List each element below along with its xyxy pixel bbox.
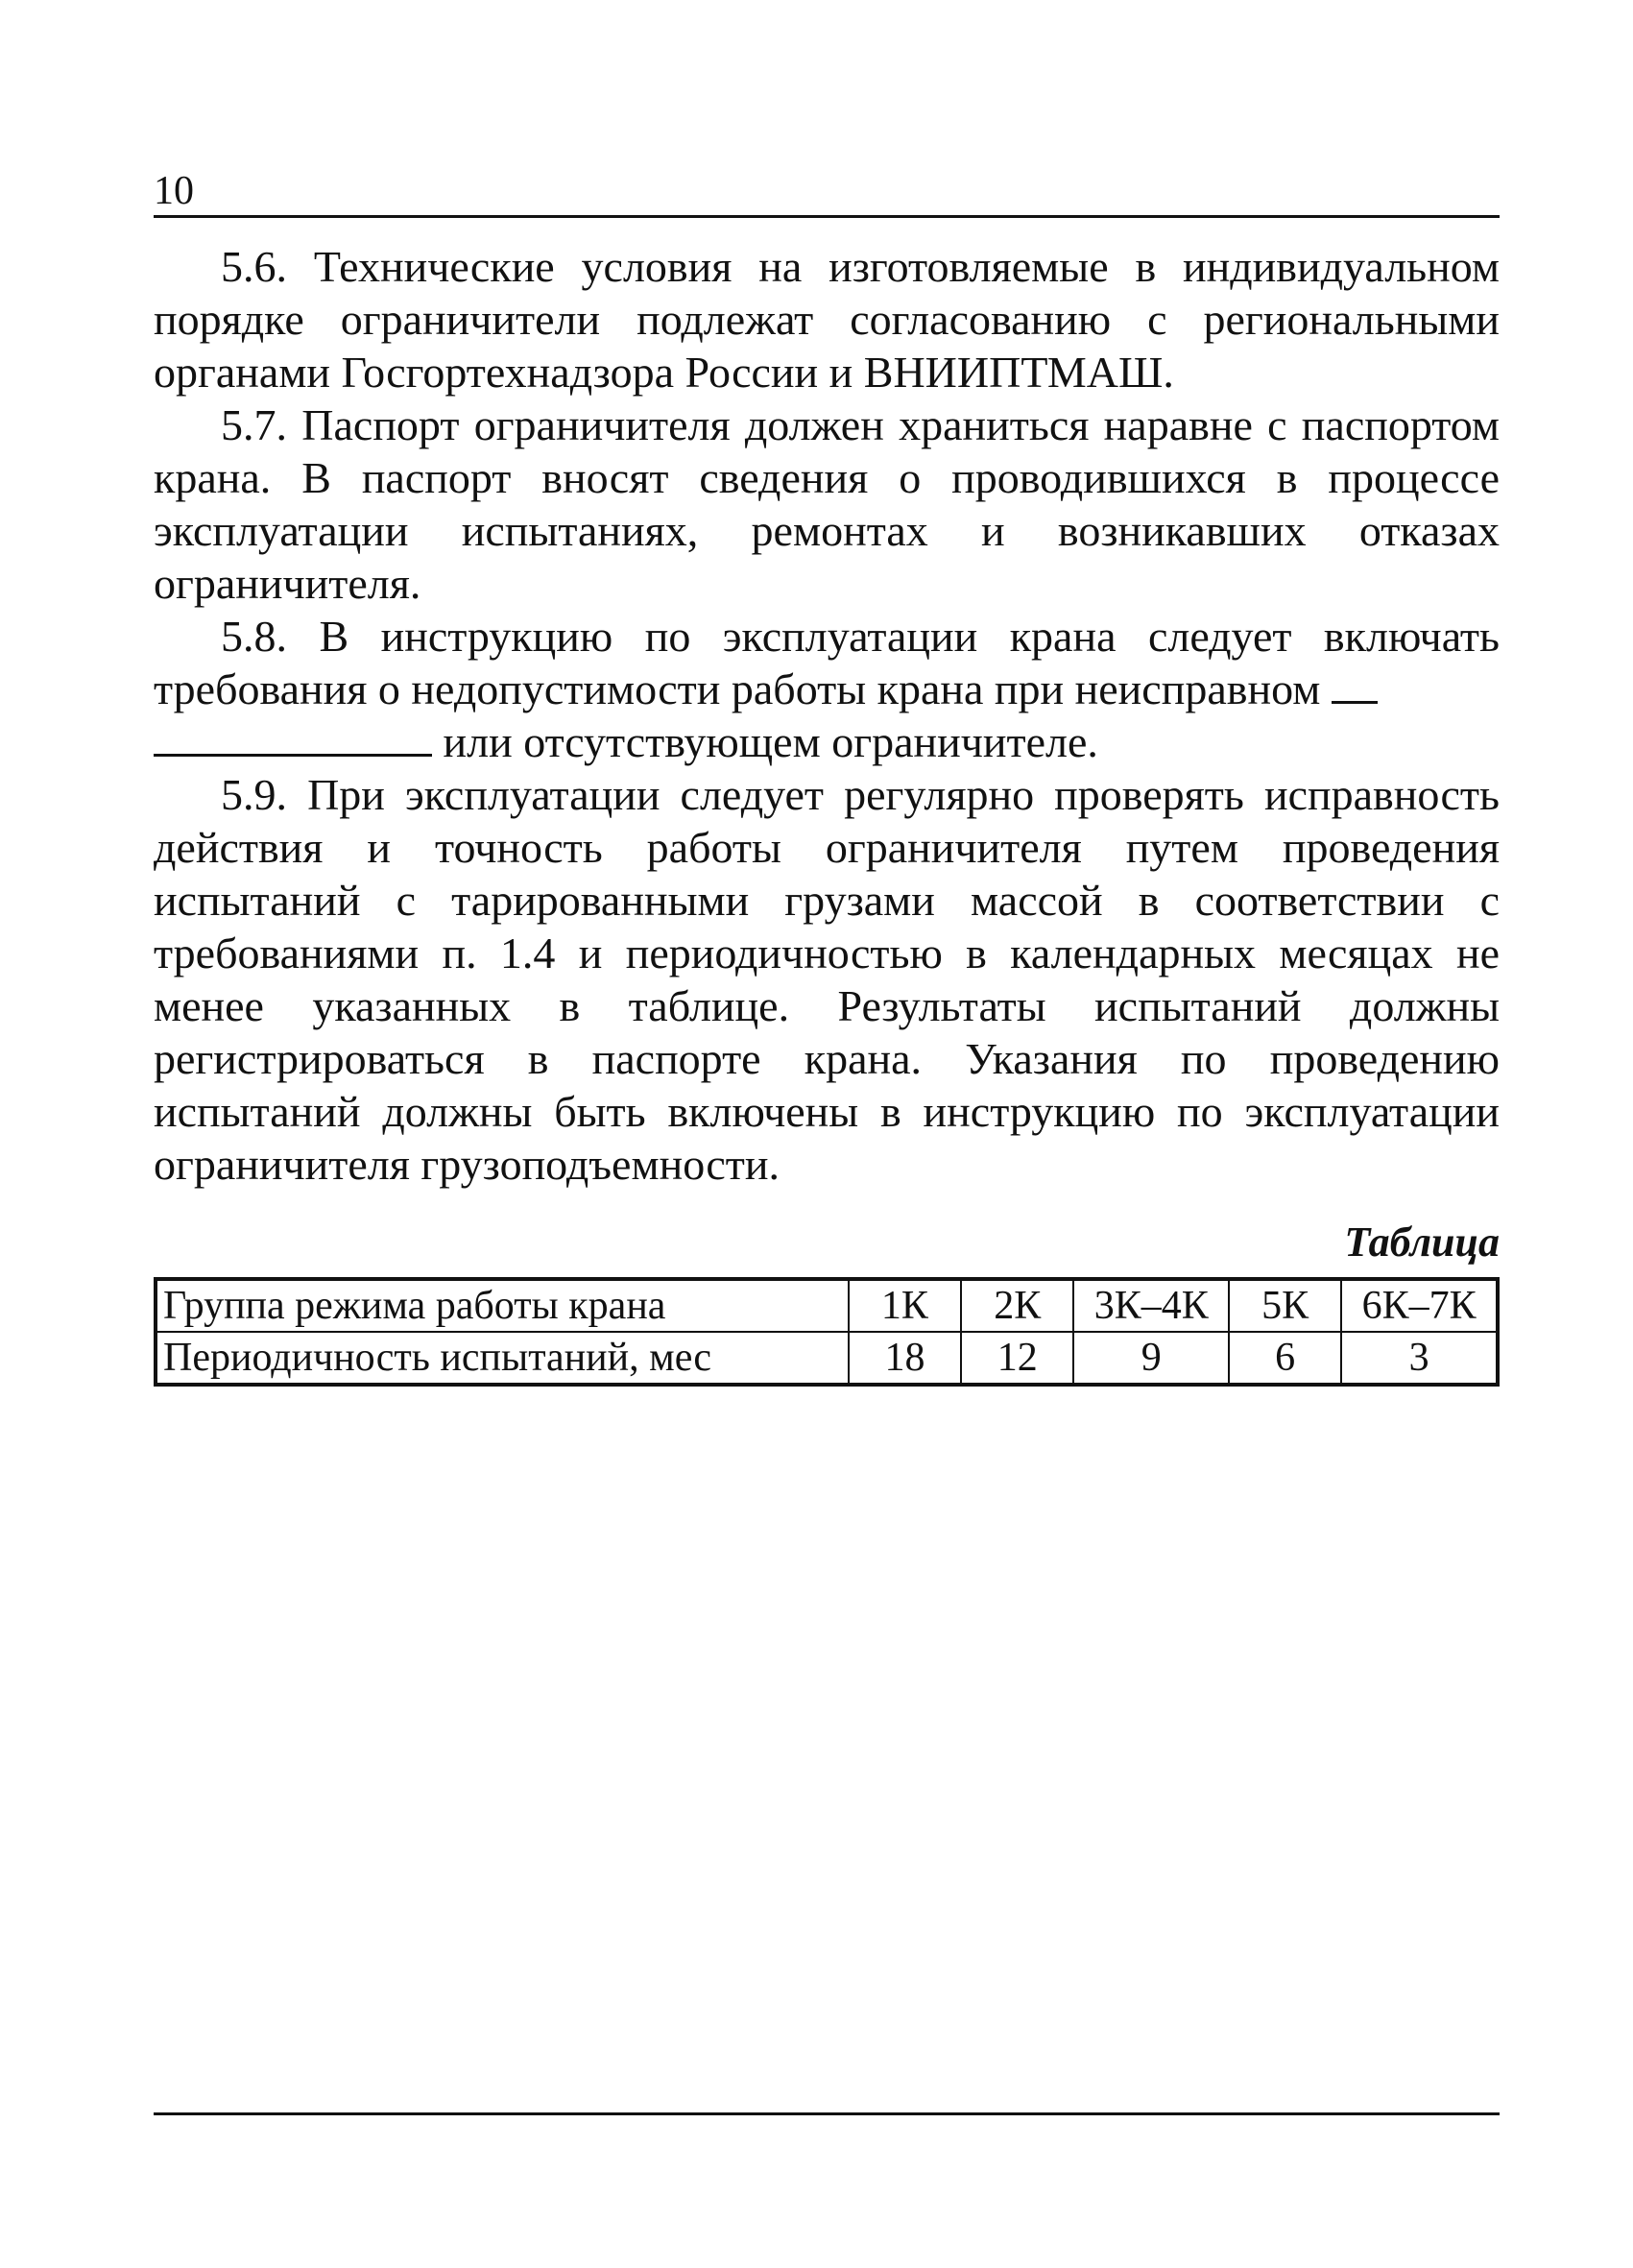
table-cell: 18 bbox=[849, 1332, 961, 1385]
paragraph-5-8-end: или отсутствующем ограничителе. bbox=[443, 717, 1098, 766]
table-cell: 6 bbox=[1229, 1332, 1341, 1385]
table-cell: 2К bbox=[961, 1279, 1073, 1332]
paragraph-5-6: 5.6. Технические условия на изготовляемые в индивидуальном порядке ограничители подлежат согласованию с региональными органами Госгортехнадзора России и ВНИИПТМАШ. bbox=[154, 242, 1500, 397]
header-rule bbox=[154, 215, 1500, 218]
table-cell: 3 bbox=[1341, 1332, 1498, 1385]
table-cell: 1К bbox=[849, 1279, 961, 1332]
paragraph-5-8 bbox=[154, 610, 1500, 768]
table-cell: 6К–7К bbox=[1341, 1279, 1498, 1332]
paragraph-5-8-start: 5.8. В инструкцию по эксплуатации крана следует включать требования о недопустимости работы крана при неисправном bbox=[154, 612, 1500, 713]
periodicity-table bbox=[154, 1277, 1500, 1387]
blank-line bbox=[1332, 664, 1378, 704]
blank-line-long bbox=[154, 717, 432, 757]
row-label: Группа режима работы крана bbox=[156, 1279, 849, 1332]
table-cell: 3К–4К bbox=[1073, 1279, 1229, 1332]
table-row bbox=[156, 1332, 1498, 1385]
paragraph-5-7: 5.7. Паспорт ограничителя должен храниться наравне с паспортом крана. В паспорт вносят сведения о проводившихся в процессе эксплуатации испытаниях, ремонтах и возникавших отказах ограничителя. bbox=[154, 400, 1500, 608]
page-number: 10 bbox=[154, 169, 194, 213]
table-cell: 9 bbox=[1073, 1332, 1229, 1385]
body-text bbox=[154, 240, 1500, 1191]
paragraph-5-9: 5.9. При эксплуатации следует регулярно проверять исправность действия и точность работы ограничителя путем проведения испытаний с тарированными грузами массой в соответствии с требованиями п. 1.4 и периодичностью в календарных месяцах не менее указанных в таблице. Результаты испытаний должны регистрироваться в паспорте крана. Указания по проведению испытаний должны быть включены в инструкцию по эксплуатации ограничителя грузоподъемности. bbox=[154, 770, 1500, 1189]
table-row bbox=[156, 1279, 1498, 1332]
table-cell: 5К bbox=[1229, 1279, 1341, 1332]
row-label: Периодичность испытаний, мес bbox=[156, 1332, 849, 1385]
table-caption: Таблица bbox=[1344, 1218, 1500, 1266]
footer-rule bbox=[154, 2112, 1500, 2115]
table-cell: 12 bbox=[961, 1332, 1073, 1385]
